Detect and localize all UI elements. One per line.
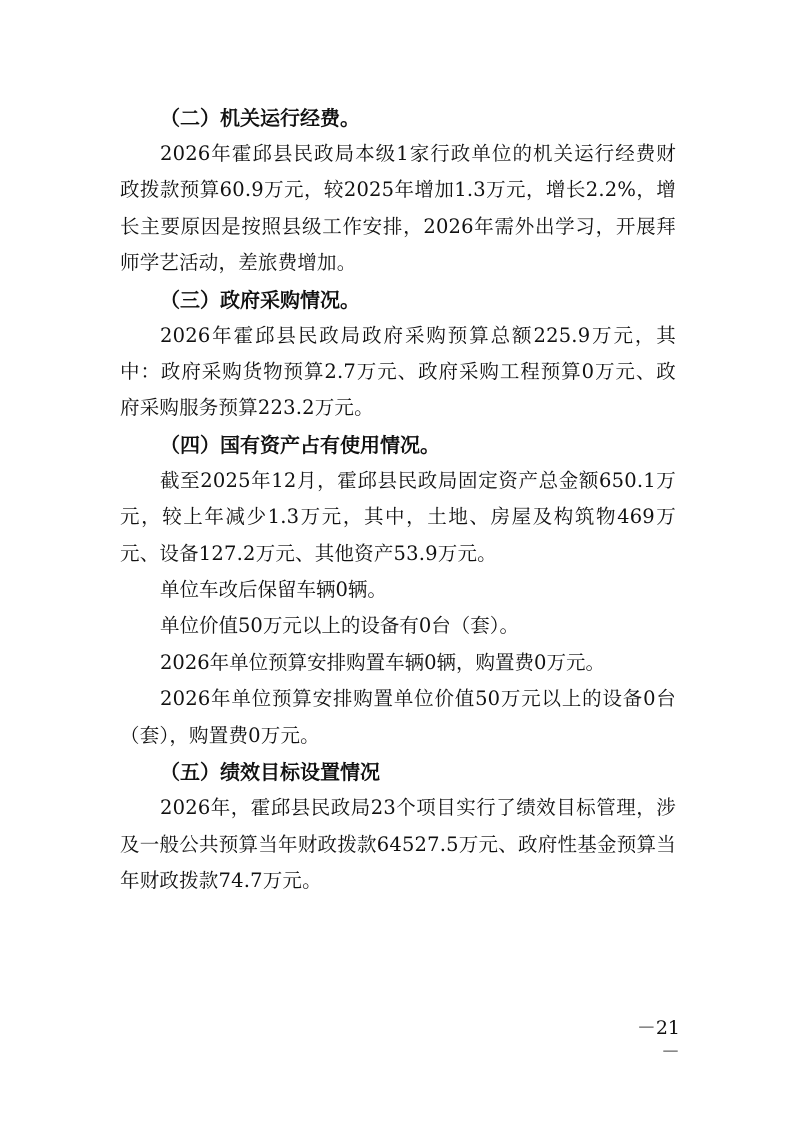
section-heading-operating-expenses: （二）机关运行经费。 (160, 106, 360, 130)
paragraph-government-procurement: 2026年霍邱县民政局政府采购预算总额225.9万元，其中：政府采购货物预算2.7万元、政府采购工程预算0万元、政府采购服务预算223.2万元。 (120, 323, 676, 420)
paragraph-performance-targets: 2026年，霍邱县民政局23个项目实行了绩效目标管理，涉及一般公共预算当年财政拨款64527.5万元、政府性基金预算当年财政拨款74.7万元。 (120, 796, 676, 892)
paragraph-equipment-purchase-budget: 2026年单位预算安排购置单位价值50万元以上的设备0台（套），购置费0万元。 (120, 687, 676, 747)
line-retained-vehicles: 单位车改后保留车辆0辆。 (160, 578, 387, 602)
line-high-value-equipment: 单位价值50万元以上的设备有0台（套）。 (160, 614, 519, 638)
page-number: －21－ (636, 1017, 680, 1063)
section-heading-government-procurement: （三）政府采购情况。 (160, 287, 360, 312)
paragraph-fixed-assets: 截至2025年12月，霍邱县民政局固定资产总金额650.1万元，较上年减少1.3万元，其中，土地、房屋及构筑物469万元、设备127.2万元、其他资产53.9万元。 (120, 468, 676, 565)
section-heading-state-assets: （四）国有资产占有使用情况。 (160, 432, 440, 457)
page-content (120, 100, 676, 899)
section-heading-performance-targets: （五）绩效目标设置情况 (160, 760, 380, 785)
paragraph-operating-expenses: 2026年霍邱县民政局本级1家行政单位的机关运行经费财政拨款预算60.9万元，较2025年增加1.3万元，增长2.2%，增长主要原因是按照县级工作安排，2026年需外出学习，开展拜师学艺活动，差旅费增加。 (120, 142, 676, 275)
line-vehicle-purchase-budget: 2026年单位预算安排购置车辆0辆，购置费0万元。 (160, 650, 605, 674)
